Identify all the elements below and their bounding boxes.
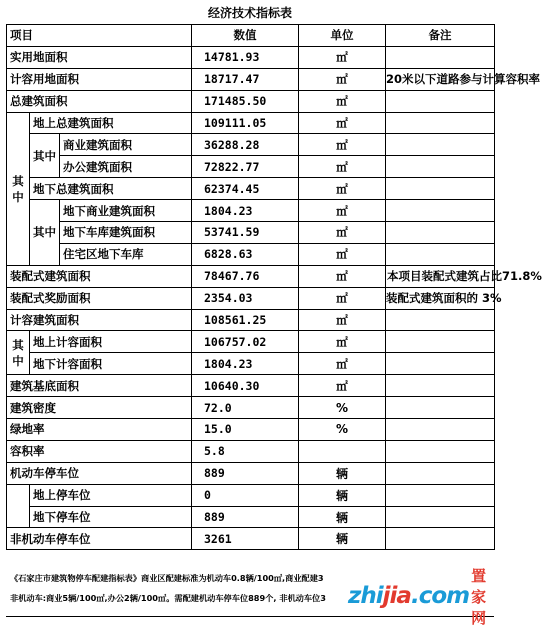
row-label: 机动车停车位 <box>7 462 192 484</box>
table-row <box>7 46 495 68</box>
row-value: 108561.25 <box>192 309 299 331</box>
row-note <box>386 528 495 550</box>
table-row <box>7 90 495 112</box>
row-note <box>386 440 495 462</box>
row-unit: % <box>299 397 386 419</box>
row-note <box>386 484 495 506</box>
row-note <box>386 397 495 419</box>
row-value: 889 <box>192 462 299 484</box>
row-note <box>386 243 495 265</box>
row-label: 装配式建筑面积 <box>7 265 192 287</box>
header-note: 备注 <box>386 25 495 47</box>
row-label: 地下车库建筑面积 <box>60 222 192 244</box>
table-row <box>7 287 495 309</box>
row-unit: 辆 <box>299 462 386 484</box>
row-note: 20米以下道路参与计算容积率 <box>386 68 495 90</box>
row-unit: ㎡ <box>299 46 386 68</box>
row-label: 地上停车位 <box>30 484 192 506</box>
row-value: 72.0 <box>192 397 299 419</box>
watermark-logo-b: jia <box>382 583 411 609</box>
row-note <box>386 419 495 441</box>
row-unit: % <box>299 419 386 441</box>
row-note <box>386 309 495 331</box>
watermark-text: 置家网 <box>471 566 487 627</box>
watermark-logo-a: zhi <box>348 583 383 609</box>
row-note <box>386 200 495 222</box>
watermark-logo <box>348 583 469 609</box>
row-value: 14781.93 <box>192 46 299 68</box>
row-note <box>386 112 495 134</box>
group-spacer <box>7 484 30 528</box>
row-value: 3261 <box>192 528 299 550</box>
row-unit: ㎡ <box>299 156 386 178</box>
row-note <box>386 506 495 528</box>
row-value: 62374.45 <box>192 178 299 200</box>
row-label: 计容用地面积 <box>7 68 192 90</box>
row-note <box>386 46 495 68</box>
header-value: 数值 <box>192 25 299 47</box>
watermark <box>348 566 498 627</box>
watermark-logo-c: .com <box>410 583 470 609</box>
row-note <box>386 90 495 112</box>
row-unit: 辆 <box>299 484 386 506</box>
row-label: 计容建筑面积 <box>7 309 192 331</box>
row-note <box>386 462 495 484</box>
row-unit: ㎡ <box>299 222 386 244</box>
row-note <box>386 353 495 375</box>
row-unit: ㎡ <box>299 331 386 353</box>
row-value: 171485.50 <box>192 90 299 112</box>
row-value: 2354.03 <box>192 287 299 309</box>
row-label: 地下停车位 <box>30 506 192 528</box>
table-title: 经济技术指标表 <box>207 6 292 20</box>
table-row <box>7 397 495 419</box>
row-label: 办公建筑面积 <box>60 156 192 178</box>
row-value: 5.8 <box>192 440 299 462</box>
row-label: 地下商业建筑面积 <box>60 200 192 222</box>
table-row <box>7 506 495 528</box>
row-value: 53741.59 <box>192 222 299 244</box>
table-row <box>7 134 495 156</box>
group-label-qizhong: 其中 <box>30 134 60 178</box>
row-unit: ㎡ <box>299 265 386 287</box>
table-row <box>7 440 495 462</box>
indicator-table <box>6 24 542 550</box>
row-label: 住宅区地下车库 <box>60 243 192 265</box>
row-unit: ㎡ <box>299 375 386 397</box>
table-row <box>7 462 495 484</box>
footnote-line-1: 《石家庄市建筑物停车配建指标表》商业区配建标准为机动车0.8辆/100㎡,商业配建3 <box>10 573 324 583</box>
row-unit: ㎡ <box>299 309 386 331</box>
row-label: 建筑基底面积 <box>7 375 192 397</box>
table-row <box>7 309 495 331</box>
row-value: 0 <box>192 484 299 506</box>
table-row <box>7 156 495 178</box>
row-unit: ㎡ <box>299 287 386 309</box>
row-note <box>386 178 495 200</box>
group-label-qizhong: 其中 <box>7 331 30 375</box>
row-label: 装配式奖励面积 <box>7 287 192 309</box>
header-unit: 单位 <box>299 25 386 47</box>
table-row <box>7 484 495 506</box>
row-value: 889 <box>192 506 299 528</box>
row-value: 109111.05 <box>192 112 299 134</box>
row-note <box>386 134 495 156</box>
row-note: 本项目装配式建筑占比71.8% <box>386 265 495 287</box>
row-label: 非机动车停车位 <box>7 528 192 550</box>
row-unit: ㎡ <box>299 90 386 112</box>
row-unit: ㎡ <box>299 200 386 222</box>
row-unit: ㎡ <box>299 68 386 90</box>
table-row <box>7 112 495 134</box>
group-label-qizhong: 其中 <box>30 200 60 266</box>
table-row <box>7 419 495 441</box>
row-note <box>386 331 495 353</box>
row-label: 实用地面积 <box>7 46 192 68</box>
table-row <box>7 265 495 287</box>
row-unit: ㎡ <box>299 112 386 134</box>
row-label: 地下计容面积 <box>30 353 192 375</box>
row-unit: ㎡ <box>299 243 386 265</box>
row-value: 6828.63 <box>192 243 299 265</box>
row-value: 18717.47 <box>192 68 299 90</box>
row-label: 建筑密度 <box>7 397 192 419</box>
row-value: 72822.77 <box>192 156 299 178</box>
header-item: 项目 <box>7 25 192 47</box>
table-row <box>7 375 495 397</box>
row-label: 容积率 <box>7 440 192 462</box>
row-unit: ㎡ <box>299 178 386 200</box>
row-label: 地上总建筑面积 <box>30 112 192 134</box>
row-note <box>386 222 495 244</box>
table-row <box>7 178 495 200</box>
table-row <box>7 68 495 90</box>
row-note: 装配式建筑面积的 3% <box>386 287 495 309</box>
group-label-qizhong: 其中 <box>7 112 30 265</box>
row-label: 商业建筑面积 <box>60 134 192 156</box>
row-label: 总建筑面积 <box>7 90 192 112</box>
table-row <box>7 243 495 265</box>
row-value: 78467.76 <box>192 265 299 287</box>
table-header-row <box>7 25 495 47</box>
row-value: 10640.30 <box>192 375 299 397</box>
row-unit: ㎡ <box>299 353 386 375</box>
row-value: 106757.02 <box>192 331 299 353</box>
row-unit: 辆 <box>299 506 386 528</box>
row-unit: ㎡ <box>299 134 386 156</box>
table-row <box>7 200 495 222</box>
table-row <box>7 528 495 550</box>
row-value: 1804.23 <box>192 200 299 222</box>
row-value: 15.0 <box>192 419 299 441</box>
row-label: 地下总建筑面积 <box>30 178 192 200</box>
table-row <box>7 353 495 375</box>
table-row <box>7 331 495 353</box>
row-note <box>386 156 495 178</box>
row-label: 地上计容面积 <box>30 331 192 353</box>
row-value: 36288.28 <box>192 134 299 156</box>
table-row <box>7 222 495 244</box>
row-unit <box>299 440 386 462</box>
row-note <box>386 375 495 397</box>
row-unit: 辆 <box>299 528 386 550</box>
row-value: 1804.23 <box>192 353 299 375</box>
footnote-line-2: 非机动车:商业5辆/100㎡,办公2辆/100㎡。需配建机动车停车位889个, 非机动车位3 <box>10 593 326 603</box>
row-label: 绿地率 <box>7 419 192 441</box>
